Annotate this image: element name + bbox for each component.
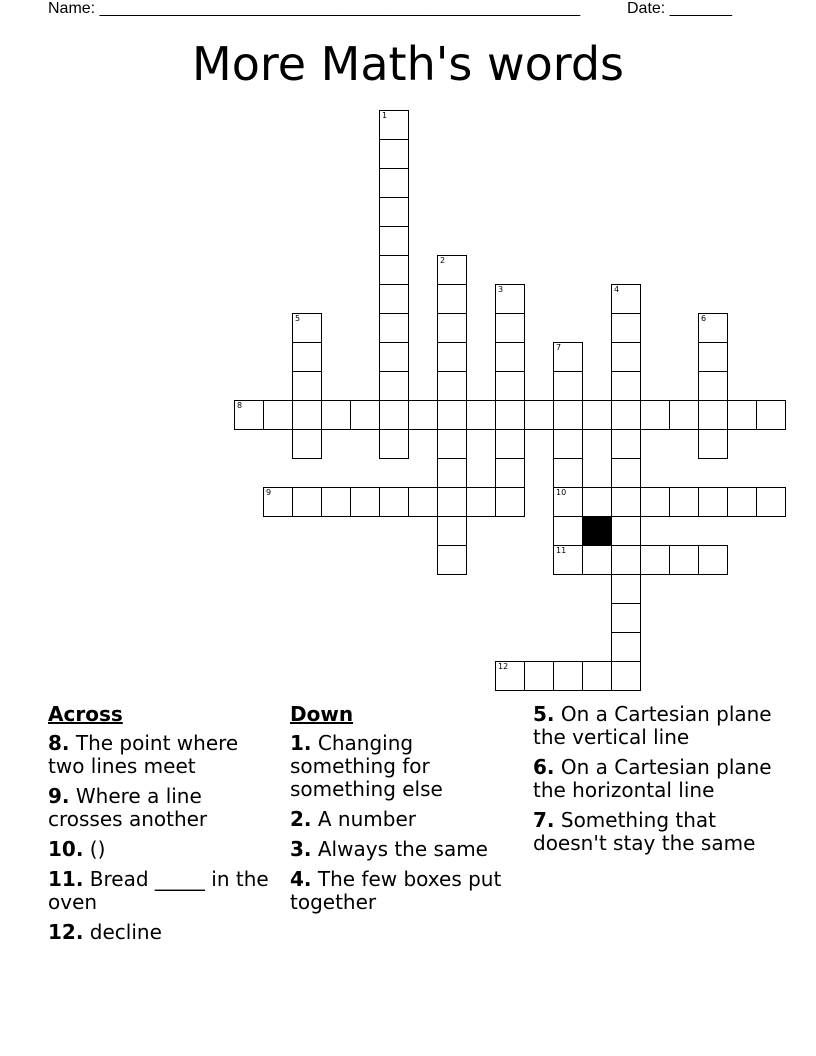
crossword-cell[interactable] <box>437 371 467 401</box>
crossword-cell[interactable] <box>437 400 467 430</box>
crossword-cell[interactable] <box>379 342 409 372</box>
crossword-cell[interactable] <box>379 226 409 256</box>
clue-down-6 <box>533 756 788 802</box>
crossword-cell[interactable] <box>350 400 380 430</box>
across-heading: Across <box>48 702 123 726</box>
crossword-cell[interactable] <box>669 400 699 430</box>
crossword-cell[interactable] <box>495 284 525 314</box>
crossword-cell[interactable] <box>611 603 641 633</box>
crossword-cell[interactable] <box>321 487 351 517</box>
clue-text: The point where two lines meet <box>48 731 239 778</box>
crossword-cell[interactable] <box>611 371 641 401</box>
crossword-cell[interactable] <box>611 487 641 517</box>
crossword-cell[interactable] <box>437 429 467 459</box>
down-clues <box>290 703 515 921</box>
crossword-cell[interactable] <box>553 458 583 488</box>
crossword-cell[interactable] <box>292 487 322 517</box>
clue-across-9 <box>48 785 273 831</box>
clue-number: 4. <box>290 867 312 891</box>
crossword-cell[interactable] <box>379 284 409 314</box>
crossword-cell[interactable] <box>495 313 525 343</box>
clue-down-5 <box>533 703 788 749</box>
puzzle-title: More Math's words <box>192 37 624 91</box>
clue-number: 5. <box>533 702 555 726</box>
crossword-cell[interactable] <box>437 487 467 517</box>
crossword-black-cell <box>582 516 612 546</box>
crossword-cell[interactable] <box>379 168 409 198</box>
crossword-cell[interactable] <box>437 545 467 575</box>
crossword-cell[interactable] <box>553 371 583 401</box>
cell-clue-number: 2 <box>440 256 446 265</box>
crossword-cell[interactable] <box>727 400 757 430</box>
clue-text: The few boxes put together <box>290 867 502 914</box>
crossword-cell[interactable] <box>611 313 641 343</box>
clue-down-2 <box>290 808 515 831</box>
crossword-cell[interactable] <box>524 661 554 691</box>
crossword-cell[interactable] <box>611 545 641 575</box>
clue-number: 8. <box>48 731 70 755</box>
crossword-cell[interactable] <box>408 400 438 430</box>
crossword-cell[interactable] <box>524 400 554 430</box>
crossword-cell[interactable] <box>263 487 293 517</box>
crossword-cell[interactable] <box>408 487 438 517</box>
crossword-cell[interactable] <box>669 545 699 575</box>
crossword-cell[interactable] <box>611 284 641 314</box>
crossword-cell[interactable] <box>611 574 641 604</box>
crossword-cell[interactable] <box>379 255 409 285</box>
clue-down-4 <box>290 868 515 914</box>
cell-clue-number: 8 <box>237 401 243 410</box>
crossword-cell[interactable] <box>321 400 351 430</box>
crossword-cell[interactable] <box>727 487 757 517</box>
crossword-cell[interactable] <box>495 371 525 401</box>
crossword-cell[interactable] <box>669 487 699 517</box>
crossword-cell[interactable] <box>582 487 612 517</box>
crossword-cell[interactable] <box>379 110 409 140</box>
crossword-cell[interactable] <box>553 342 583 372</box>
crossword-cell[interactable] <box>553 487 583 517</box>
clue-number: 1. <box>290 731 312 755</box>
crossword-cell[interactable] <box>379 487 409 517</box>
crossword-cell[interactable] <box>350 487 380 517</box>
crossword-cell[interactable] <box>640 545 670 575</box>
crossword-cell[interactable] <box>756 400 786 430</box>
crossword-cell[interactable] <box>495 400 525 430</box>
crossword-cell[interactable] <box>263 400 293 430</box>
clue-down-3 <box>290 838 515 861</box>
crossword-cell[interactable] <box>466 400 496 430</box>
clue-text: decline <box>89 920 162 944</box>
clue-number: 9. <box>48 784 70 808</box>
crossword-cell[interactable] <box>466 487 496 517</box>
clue-text: Changing something for something else <box>290 731 443 801</box>
down-heading: Down <box>290 702 354 726</box>
crossword-cell[interactable] <box>698 371 728 401</box>
crossword-cell[interactable] <box>553 429 583 459</box>
crossword-cell[interactable] <box>611 342 641 372</box>
crossword-cell[interactable] <box>582 661 612 691</box>
crossword-cell[interactable] <box>379 429 409 459</box>
cell-clue-number: 5 <box>295 314 301 323</box>
cell-clue-number: 11 <box>556 546 567 555</box>
cell-clue-number: 10 <box>556 488 567 497</box>
clue-text: On a Cartesian plane the horizontal line <box>533 755 772 802</box>
crossword-cell[interactable] <box>698 545 728 575</box>
crossword-cell[interactable] <box>437 458 467 488</box>
crossword-cell[interactable] <box>611 661 641 691</box>
clue-across-8 <box>48 732 273 778</box>
clue-text: On a Cartesian plane the vertical line <box>533 702 772 749</box>
clue-down-7 <box>533 809 788 855</box>
crossword-cell[interactable] <box>292 429 322 459</box>
clue-down-1 <box>290 732 515 801</box>
cell-clue-number: 9 <box>266 488 272 497</box>
crossword-cell[interactable] <box>234 400 264 430</box>
crossword-cell[interactable] <box>553 545 583 575</box>
crossword-cell[interactable] <box>379 139 409 169</box>
crossword-cell[interactable] <box>292 342 322 372</box>
crossword-cell[interactable] <box>698 429 728 459</box>
date-line: Date: _______ <box>627 0 732 17</box>
crossword-cell[interactable] <box>756 487 786 517</box>
crossword-cell[interactable] <box>292 313 322 343</box>
crossword-cell[interactable] <box>640 487 670 517</box>
clue-text: A number <box>317 807 416 831</box>
clue-number: 7. <box>533 808 555 832</box>
crossword-cell[interactable] <box>611 516 641 546</box>
crossword-cell[interactable] <box>611 429 641 459</box>
clue-number: 10. <box>48 837 84 861</box>
clue-number: 11. <box>48 867 84 891</box>
clue-text: Always the same <box>317 837 488 861</box>
down-clues-continued <box>533 703 788 862</box>
clue-number: 12. <box>48 920 84 944</box>
clue-across-11 <box>48 868 273 914</box>
crossword-cell[interactable] <box>611 458 641 488</box>
crossword-cell[interactable] <box>292 371 322 401</box>
cell-clue-number: 3 <box>498 285 504 294</box>
crossword-cell[interactable] <box>698 313 728 343</box>
crossword-cell[interactable] <box>640 400 670 430</box>
cell-clue-number: 6 <box>701 314 707 323</box>
clue-across-10 <box>48 838 273 861</box>
crossword-cell[interactable] <box>437 342 467 372</box>
clue-across-12 <box>48 921 273 944</box>
cell-clue-number: 12 <box>498 662 509 671</box>
clue-text: Something that doesn't stay the same <box>533 808 756 855</box>
crossword-cell[interactable] <box>379 400 409 430</box>
crossword-cell[interactable] <box>611 400 641 430</box>
crossword-cell[interactable] <box>698 487 728 517</box>
clue-number: 6. <box>533 755 555 779</box>
crossword-cell[interactable] <box>495 458 525 488</box>
crossword-cell[interactable] <box>437 284 467 314</box>
cell-clue-number: 7 <box>556 343 562 352</box>
crossword-cell[interactable] <box>495 661 525 691</box>
cell-clue-number: 4 <box>614 285 620 294</box>
across-clues <box>48 703 273 951</box>
crossword-cell[interactable] <box>495 429 525 459</box>
crossword-cell[interactable] <box>698 400 728 430</box>
crossword-cell[interactable] <box>437 516 467 546</box>
crossword-cell[interactable] <box>379 371 409 401</box>
crossword-cell[interactable] <box>379 313 409 343</box>
crossword-cell[interactable] <box>553 516 583 546</box>
crossword-cell[interactable] <box>495 342 525 372</box>
clue-text: Bread _____ in the oven <box>48 867 269 914</box>
crossword-cell[interactable] <box>611 632 641 662</box>
crossword-cell[interactable] <box>437 255 467 285</box>
cell-clue-number: 1 <box>382 111 388 120</box>
crossword-cell[interactable] <box>582 400 612 430</box>
crossword-cell[interactable] <box>582 545 612 575</box>
name-line: Name: ______________________________________________________ <box>48 0 581 17</box>
crossword-cell[interactable] <box>379 197 409 227</box>
crossword-cell[interactable] <box>553 661 583 691</box>
clue-text: () <box>89 837 106 861</box>
crossword-cell[interactable] <box>553 400 583 430</box>
clue-text: Where a line crosses another <box>48 784 208 831</box>
crossword-cell[interactable] <box>698 342 728 372</box>
crossword-cell[interactable] <box>292 400 322 430</box>
clue-number: 3. <box>290 837 312 861</box>
crossword-cell[interactable] <box>437 313 467 343</box>
clue-number: 2. <box>290 807 312 831</box>
crossword-cell[interactable] <box>495 487 525 517</box>
